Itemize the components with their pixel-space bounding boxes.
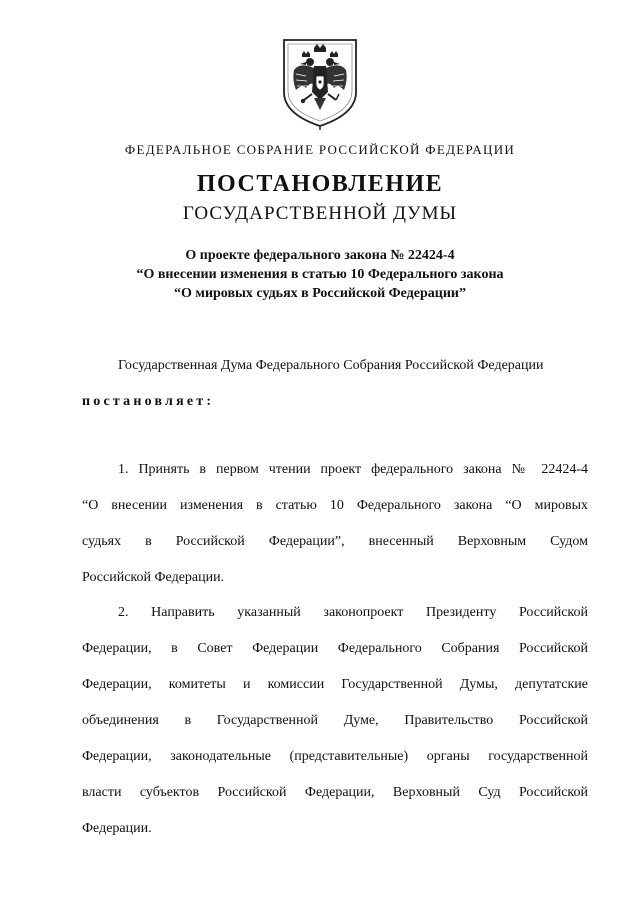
paragraph-2-line-2: Федерации, в Совет Федерации Федерального Собрания Российской: [82, 641, 588, 656]
paragraph-2-line-5: Федерации, законодательные (представительные) органы государственной: [82, 749, 588, 764]
subject-line-3: “О мировых судьях в Российской Федерации”: [174, 286, 466, 301]
paragraph-2-line-4: объединения в Государственной Думе, Правительство Российской: [82, 713, 588, 728]
paragraph-1-line-2: “О внесении изменения в статью 10 Федерального закона “О мировых: [82, 498, 588, 513]
paragraph-2-line-7: Федерации.: [82, 821, 152, 836]
subject-line-1: О проекте федерального закона № 22424-4: [185, 248, 455, 263]
organization-header: ФЕДЕРАЛЬНОЕ СОБРАНИЕ РОССИЙСКОЙ ФЕДЕРАЦИИ: [124, 142, 516, 157]
paragraph-2-line-1: 2. Направить указанный законопроект Президенту Российской: [118, 605, 588, 620]
issuer: ГОСУДАРСТВЕННОЙ ДУМЫ: [182, 203, 458, 224]
paragraph-1-line-4: Российской Федерации.: [82, 570, 225, 585]
decree-word: постановляет:: [82, 394, 215, 409]
paragraph-2-line-6: власти субъектов Российской Федерации, Верховный Суд Российской: [82, 785, 588, 800]
document-type: ПОСТАНОВЛЕНИЕ: [196, 171, 444, 197]
paragraph-1-line-1: 1. Принять в первом чтении проект федерального закона № 22424-4: [118, 462, 588, 477]
subject-line-2: “О внесении изменения в статью 10 Федерального закона: [136, 267, 504, 282]
paragraph-1-line-3: судьях в Российской Федерации”, внесенный Верховным Судом: [82, 534, 588, 549]
coat-of-arms-icon: [276, 34, 364, 130]
preamble: Государственная Дума Федерального Собрания Российской Федерации: [118, 358, 544, 373]
paragraph-2-line-3: Федерации, комитеты и комиссии Государственной Думы, депутатские: [82, 677, 588, 692]
